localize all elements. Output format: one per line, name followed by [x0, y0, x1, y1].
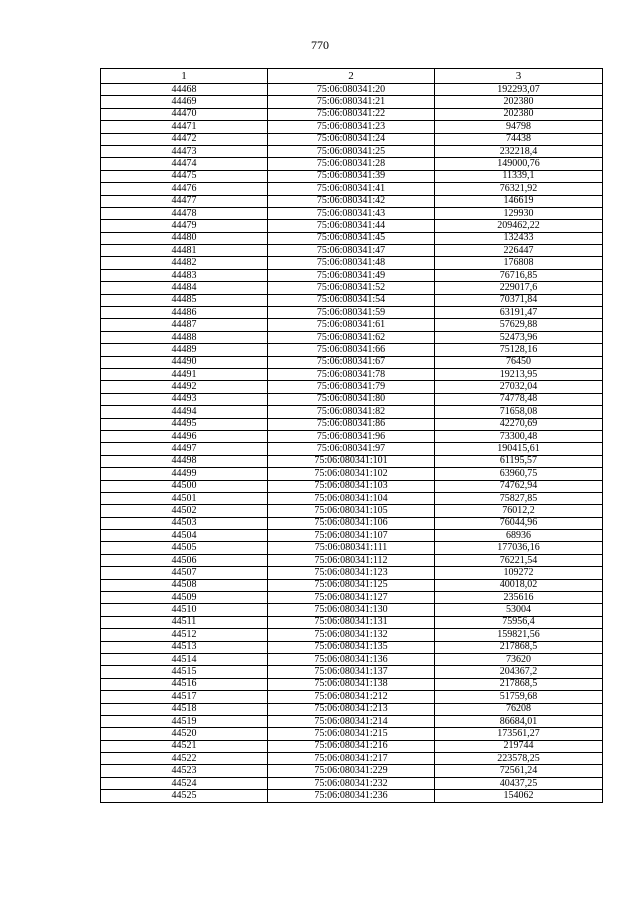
- row-number-cell: 44495: [101, 418, 268, 430]
- row-number-cell: 44497: [101, 443, 268, 455]
- row-number-cell: 44472: [101, 133, 268, 145]
- value-cell: 40018,02: [435, 579, 603, 591]
- row-number-cell: 44510: [101, 604, 268, 616]
- table-row: [101, 282, 603, 294]
- column-header: 3: [435, 69, 603, 84]
- row-number-cell: 44484: [101, 282, 268, 294]
- value-cell: 192293,07: [435, 84, 603, 96]
- cadastral-number-cell: 75:06:080341:80: [268, 393, 435, 405]
- value-cell: 40437,25: [435, 777, 603, 789]
- value-cell: 71658,08: [435, 406, 603, 418]
- table-body: [101, 84, 603, 803]
- table-row: [101, 653, 603, 665]
- row-number-cell: 44515: [101, 666, 268, 678]
- table-row: [101, 666, 603, 678]
- value-cell: 229017,6: [435, 282, 603, 294]
- cadastral-number-cell: 75:06:080341:67: [268, 356, 435, 368]
- row-number-cell: 44489: [101, 344, 268, 356]
- table-row: [101, 765, 603, 777]
- table-row: [101, 269, 603, 281]
- cadastral-number-cell: 75:06:080341:212: [268, 691, 435, 703]
- row-number-cell: 44473: [101, 145, 268, 157]
- row-number-cell: 44494: [101, 406, 268, 418]
- value-cell: 129930: [435, 207, 603, 219]
- table-row: [101, 207, 603, 219]
- cadastral-number-cell: 75:06:080341:48: [268, 257, 435, 269]
- row-number-cell: 44509: [101, 592, 268, 604]
- cadastral-number-cell: 75:06:080341:25: [268, 145, 435, 157]
- row-number-cell: 44505: [101, 542, 268, 554]
- value-cell: 176808: [435, 257, 603, 269]
- row-number-cell: 44476: [101, 183, 268, 195]
- row-number-cell: 44523: [101, 765, 268, 777]
- row-number-cell: 44525: [101, 790, 268, 802]
- value-cell: 149000,76: [435, 158, 603, 170]
- value-cell: 19213,95: [435, 368, 603, 380]
- value-cell: 74438: [435, 133, 603, 145]
- table-row: [101, 183, 603, 195]
- table-row: [101, 592, 603, 604]
- cadastral-number-cell: 75:06:080341:112: [268, 554, 435, 566]
- value-cell: 76012,2: [435, 505, 603, 517]
- row-number-cell: 44496: [101, 430, 268, 442]
- cadastral-number-cell: 75:06:080341:132: [268, 629, 435, 641]
- cadastral-number-cell: 75:06:080341:42: [268, 195, 435, 207]
- table-row: [101, 641, 603, 653]
- table-row: [101, 468, 603, 480]
- column-header: 1: [101, 69, 268, 84]
- cadastral-number-cell: 75:06:080341:82: [268, 406, 435, 418]
- value-cell: 73300,48: [435, 430, 603, 442]
- value-cell: 132433: [435, 232, 603, 244]
- table-row: [101, 170, 603, 182]
- row-number-cell: 44492: [101, 381, 268, 393]
- row-number-cell: 44493: [101, 393, 268, 405]
- value-cell: 75956,4: [435, 616, 603, 628]
- table-row: [101, 158, 603, 170]
- value-cell: 70371,84: [435, 294, 603, 306]
- table-row: [101, 530, 603, 542]
- cadastral-number-cell: 75:06:080341:107: [268, 530, 435, 542]
- value-cell: 74778,48: [435, 393, 603, 405]
- row-number-cell: 44508: [101, 579, 268, 591]
- table-row: [101, 443, 603, 455]
- row-number-cell: 44470: [101, 108, 268, 120]
- cadastral-number-cell: 75:06:080341:52: [268, 282, 435, 294]
- cadastral-number-cell: 75:06:080341:127: [268, 592, 435, 604]
- value-cell: 159821,56: [435, 629, 603, 641]
- cadastral-number-cell: 75:06:080341:22: [268, 108, 435, 120]
- cadastral-number-cell: 75:06:080341:41: [268, 183, 435, 195]
- row-number-cell: 44501: [101, 492, 268, 504]
- value-cell: 76221,54: [435, 554, 603, 566]
- value-cell: 173561,27: [435, 728, 603, 740]
- value-cell: 76450: [435, 356, 603, 368]
- cadastral-number-cell: 75:06:080341:101: [268, 455, 435, 467]
- row-number-cell: 44481: [101, 245, 268, 257]
- value-cell: 202380: [435, 96, 603, 108]
- value-cell: 53004: [435, 604, 603, 616]
- table-row: [101, 678, 603, 690]
- cadastral-value-table: [100, 68, 603, 803]
- row-number-cell: 44516: [101, 678, 268, 690]
- table-row: [101, 344, 603, 356]
- cadastral-number-cell: 75:06:080341:59: [268, 307, 435, 319]
- column-header: 2: [268, 69, 435, 84]
- value-cell: 75128,16: [435, 344, 603, 356]
- table-row: [101, 381, 603, 393]
- row-number-cell: 44513: [101, 641, 268, 653]
- cadastral-number-cell: 75:06:080341:214: [268, 715, 435, 727]
- row-number-cell: 44511: [101, 616, 268, 628]
- value-cell: 74762,94: [435, 480, 603, 492]
- cadastral-number-cell: 75:06:080341:111: [268, 542, 435, 554]
- row-number-cell: 44468: [101, 84, 268, 96]
- value-cell: 190415,61: [435, 443, 603, 455]
- value-cell: 204367,2: [435, 666, 603, 678]
- table-row: [101, 294, 603, 306]
- table-row: [101, 331, 603, 343]
- table-row: [101, 307, 603, 319]
- cadastral-number-cell: 75:06:080341:97: [268, 443, 435, 455]
- value-cell: 76716,85: [435, 269, 603, 281]
- table-row: [101, 96, 603, 108]
- table-row: [101, 356, 603, 368]
- cadastral-number-cell: 75:06:080341:78: [268, 368, 435, 380]
- cadastral-number-cell: 75:06:080341:137: [268, 666, 435, 678]
- cadastral-number-cell: 75:06:080341:79: [268, 381, 435, 393]
- row-number-cell: 44488: [101, 331, 268, 343]
- cadastral-number-cell: 75:06:080341:103: [268, 480, 435, 492]
- table-row: [101, 245, 603, 257]
- cadastral-number-cell: 75:06:080341:24: [268, 133, 435, 145]
- cadastral-number-cell: 75:06:080341:236: [268, 790, 435, 802]
- row-number-cell: 44522: [101, 753, 268, 765]
- table-row: [101, 368, 603, 380]
- cadastral-number-cell: 75:06:080341:123: [268, 567, 435, 579]
- table-row: [101, 703, 603, 715]
- cadastral-number-cell: 75:06:080341:102: [268, 468, 435, 480]
- cadastral-number-cell: 75:06:080341:21: [268, 96, 435, 108]
- table-row: [101, 790, 603, 802]
- table-row: [101, 691, 603, 703]
- value-cell: 154062: [435, 790, 603, 802]
- value-cell: 217868,5: [435, 641, 603, 653]
- table-row: [101, 406, 603, 418]
- cadastral-number-cell: 75:06:080341:49: [268, 269, 435, 281]
- row-number-cell: 44521: [101, 740, 268, 752]
- row-number-cell: 44504: [101, 530, 268, 542]
- value-cell: 68936: [435, 530, 603, 542]
- value-cell: 209462,22: [435, 220, 603, 232]
- row-number-cell: 44517: [101, 691, 268, 703]
- value-cell: 76321,92: [435, 183, 603, 195]
- value-cell: 76044,96: [435, 517, 603, 529]
- cadastral-number-cell: 75:06:080341:232: [268, 777, 435, 789]
- cadastral-number-cell: 75:06:080341:130: [268, 604, 435, 616]
- row-number-cell: 44524: [101, 777, 268, 789]
- value-cell: 223578,25: [435, 753, 603, 765]
- row-number-cell: 44499: [101, 468, 268, 480]
- table-row: [101, 517, 603, 529]
- value-cell: 57629,88: [435, 319, 603, 331]
- cadastral-number-cell: 75:06:080341:131: [268, 616, 435, 628]
- cadastral-number-cell: 75:06:080341:135: [268, 641, 435, 653]
- cadastral-number-cell: 75:06:080341:54: [268, 294, 435, 306]
- row-number-cell: 44514: [101, 653, 268, 665]
- row-number-cell: 44487: [101, 319, 268, 331]
- value-cell: 94798: [435, 121, 603, 133]
- value-cell: 11339,1: [435, 170, 603, 182]
- row-number-cell: 44485: [101, 294, 268, 306]
- row-number-cell: 44490: [101, 356, 268, 368]
- row-number-cell: 44478: [101, 207, 268, 219]
- cadastral-number-cell: 75:06:080341:62: [268, 331, 435, 343]
- row-number-cell: 44502: [101, 505, 268, 517]
- row-number-cell: 44483: [101, 269, 268, 281]
- row-number-cell: 44486: [101, 307, 268, 319]
- cadastral-number-cell: 75:06:080341:215: [268, 728, 435, 740]
- table-row: [101, 740, 603, 752]
- table-row: [101, 232, 603, 244]
- table-row: [101, 616, 603, 628]
- cadastral-number-cell: 75:06:080341:86: [268, 418, 435, 430]
- table-row: [101, 220, 603, 232]
- table-row: [101, 257, 603, 269]
- value-cell: 61195,57: [435, 455, 603, 467]
- row-number-cell: 44482: [101, 257, 268, 269]
- value-cell: 42270,69: [435, 418, 603, 430]
- table-row: [101, 715, 603, 727]
- row-number-cell: 44480: [101, 232, 268, 244]
- table-row: [101, 195, 603, 207]
- table-row: [101, 492, 603, 504]
- table-header-row: [101, 69, 603, 84]
- cadastral-number-cell: 75:06:080341:136: [268, 653, 435, 665]
- row-number-cell: 44518: [101, 703, 268, 715]
- table-row: [101, 629, 603, 641]
- value-cell: 217868,5: [435, 678, 603, 690]
- row-number-cell: 44500: [101, 480, 268, 492]
- value-cell: 75827,85: [435, 492, 603, 504]
- cadastral-number-cell: 75:06:080341:39: [268, 170, 435, 182]
- table-row: [101, 108, 603, 120]
- row-number-cell: 44498: [101, 455, 268, 467]
- value-cell: 51759,68: [435, 691, 603, 703]
- table-row: [101, 505, 603, 517]
- row-number-cell: 44503: [101, 517, 268, 529]
- table-row: [101, 393, 603, 405]
- table-row: [101, 455, 603, 467]
- row-number-cell: 44477: [101, 195, 268, 207]
- cadastral-number-cell: 75:06:080341:105: [268, 505, 435, 517]
- row-number-cell: 44520: [101, 728, 268, 740]
- cadastral-number-cell: 75:06:080341:23: [268, 121, 435, 133]
- row-number-cell: 44471: [101, 121, 268, 133]
- row-number-cell: 44506: [101, 554, 268, 566]
- table-row: [101, 542, 603, 554]
- value-cell: 27032,04: [435, 381, 603, 393]
- table-row: [101, 84, 603, 96]
- value-cell: 72561,24: [435, 765, 603, 777]
- cadastral-number-cell: 75:06:080341:104: [268, 492, 435, 504]
- table-row: [101, 728, 603, 740]
- page-number: 770: [311, 38, 329, 52]
- row-number-cell: 44507: [101, 567, 268, 579]
- value-cell: 202380: [435, 108, 603, 120]
- cadastral-number-cell: 75:06:080341:216: [268, 740, 435, 752]
- value-cell: 109272: [435, 567, 603, 579]
- table-row: [101, 430, 603, 442]
- value-cell: 63191,47: [435, 307, 603, 319]
- row-number-cell: 44469: [101, 96, 268, 108]
- cadastral-number-cell: 75:06:080341:28: [268, 158, 435, 170]
- table-row: [101, 567, 603, 579]
- row-number-cell: 44474: [101, 158, 268, 170]
- cadastral-number-cell: 75:06:080341:229: [268, 765, 435, 777]
- cadastral-number-cell: 75:06:080341:47: [268, 245, 435, 257]
- value-cell: 76208: [435, 703, 603, 715]
- table-row: [101, 777, 603, 789]
- row-number-cell: 44519: [101, 715, 268, 727]
- cadastral-number-cell: 75:06:080341:125: [268, 579, 435, 591]
- cadastral-number-cell: 75:06:080341:66: [268, 344, 435, 356]
- cadastral-number-cell: 75:06:080341:43: [268, 207, 435, 219]
- table-row: [101, 133, 603, 145]
- cadastral-number-cell: 75:06:080341:138: [268, 678, 435, 690]
- cadastral-number-cell: 75:06:080341:61: [268, 319, 435, 331]
- table-row: [101, 604, 603, 616]
- cadastral-number-cell: 75:06:080341:20: [268, 84, 435, 96]
- cadastral-number-cell: 75:06:080341:106: [268, 517, 435, 529]
- row-number-cell: 44475: [101, 170, 268, 182]
- row-number-cell: 44491: [101, 368, 268, 380]
- value-cell: 235616: [435, 592, 603, 604]
- value-cell: 63960,75: [435, 468, 603, 480]
- table-row: [101, 554, 603, 566]
- table-row: [101, 319, 603, 331]
- value-cell: 177036,16: [435, 542, 603, 554]
- value-cell: 232218,4: [435, 145, 603, 157]
- row-number-cell: 44512: [101, 629, 268, 641]
- table-row: [101, 145, 603, 157]
- cadastral-number-cell: 75:06:080341:45: [268, 232, 435, 244]
- value-cell: 226447: [435, 245, 603, 257]
- cadastral-number-cell: 75:06:080341:44: [268, 220, 435, 232]
- value-cell: 146619: [435, 195, 603, 207]
- row-number-cell: 44479: [101, 220, 268, 232]
- value-cell: 73620: [435, 653, 603, 665]
- value-cell: 86684,01: [435, 715, 603, 727]
- cadastral-number-cell: 75:06:080341:213: [268, 703, 435, 715]
- value-cell: 52473,96: [435, 331, 603, 343]
- table-row: [101, 480, 603, 492]
- table-row: [101, 753, 603, 765]
- value-cell: 219744: [435, 740, 603, 752]
- cadastral-number-cell: 75:06:080341:96: [268, 430, 435, 442]
- cadastral-number-cell: 75:06:080341:217: [268, 753, 435, 765]
- table-row: [101, 121, 603, 133]
- table-row: [101, 418, 603, 430]
- table-row: [101, 579, 603, 591]
